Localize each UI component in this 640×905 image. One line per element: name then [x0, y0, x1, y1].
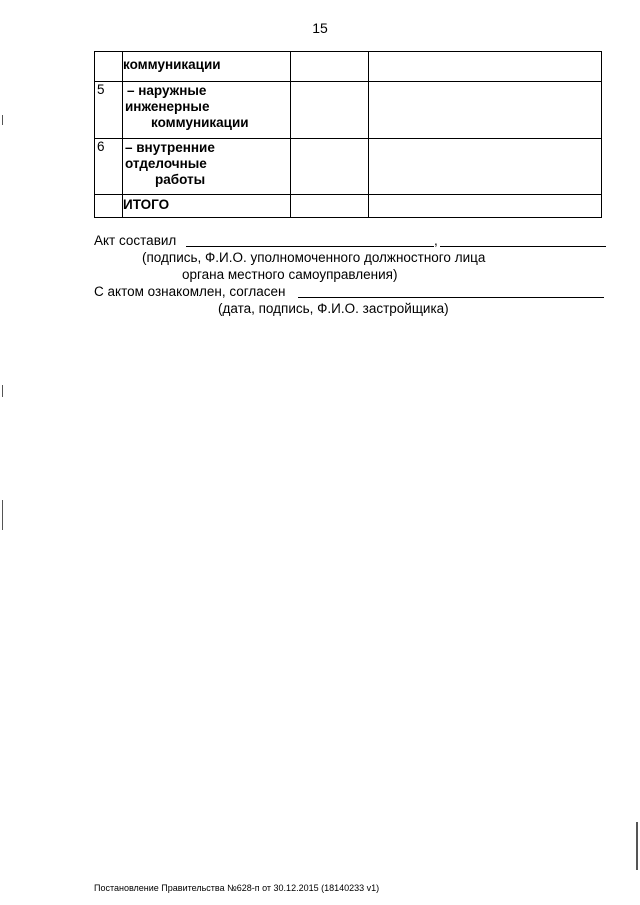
- row-name-line: инженерные: [125, 99, 210, 114]
- official-name-line: [440, 246, 606, 247]
- works-table: [94, 51, 602, 218]
- scan-mark: [2, 115, 3, 125]
- row-number: 5: [95, 82, 123, 139]
- official-signature-line: [186, 246, 434, 247]
- row-name: [123, 52, 291, 82]
- signature-block: [94, 232, 610, 317]
- table-row-total: [95, 195, 602, 218]
- empty-cell: [369, 139, 602, 195]
- row-number: [95, 195, 123, 218]
- row-name: [123, 82, 291, 139]
- row-name-line: – внутренние: [125, 140, 215, 155]
- row-name: [123, 139, 291, 195]
- empty-cell: [291, 139, 369, 195]
- row-name-line: коммуникации: [123, 57, 221, 72]
- developer-caption-row: [94, 300, 610, 317]
- comma: ,: [434, 233, 438, 248]
- row-number: 6: [95, 139, 123, 195]
- scan-mark: [2, 385, 3, 397]
- acquainted-row: [94, 283, 610, 300]
- acquainted-label: С актом ознакомлен, согласен: [94, 284, 286, 299]
- table-row: [95, 52, 602, 82]
- row-name-line: работы: [155, 172, 206, 187]
- scan-mark: [2, 500, 3, 530]
- row-name-line: – наружные: [127, 83, 207, 98]
- row-name-line: отделочные: [125, 156, 207, 171]
- official-caption: (подпись, Ф.И.О. уполномоченного должностного лица: [142, 250, 486, 265]
- footer: Постановление Правительства №628-п от 30.12.2015 (18140233 v1): [94, 883, 380, 893]
- compiled-label: Акт составил: [94, 233, 177, 248]
- scan-mark: [636, 822, 638, 870]
- empty-cell: [291, 195, 369, 218]
- official-caption-row1: [94, 249, 610, 266]
- developer-signature-line: [298, 297, 604, 298]
- empty-cell: [291, 82, 369, 139]
- empty-cell: [369, 195, 602, 218]
- row-number: [95, 52, 123, 82]
- page-number: 15: [312, 20, 328, 36]
- empty-cell: [291, 52, 369, 82]
- empty-cell: [369, 82, 602, 139]
- developer-caption: (дата, подпись, Ф.И.О. застройщика): [218, 301, 449, 316]
- table-row: [95, 139, 602, 195]
- row-name-line: коммуникации: [151, 115, 249, 130]
- table-row: [95, 82, 602, 139]
- compiled-row: [94, 232, 610, 249]
- official-caption-line2: органа местного самоуправления): [182, 267, 398, 282]
- empty-cell: [369, 52, 602, 82]
- official-caption-row2: [94, 266, 610, 283]
- total-label: ИТОГО: [123, 195, 291, 218]
